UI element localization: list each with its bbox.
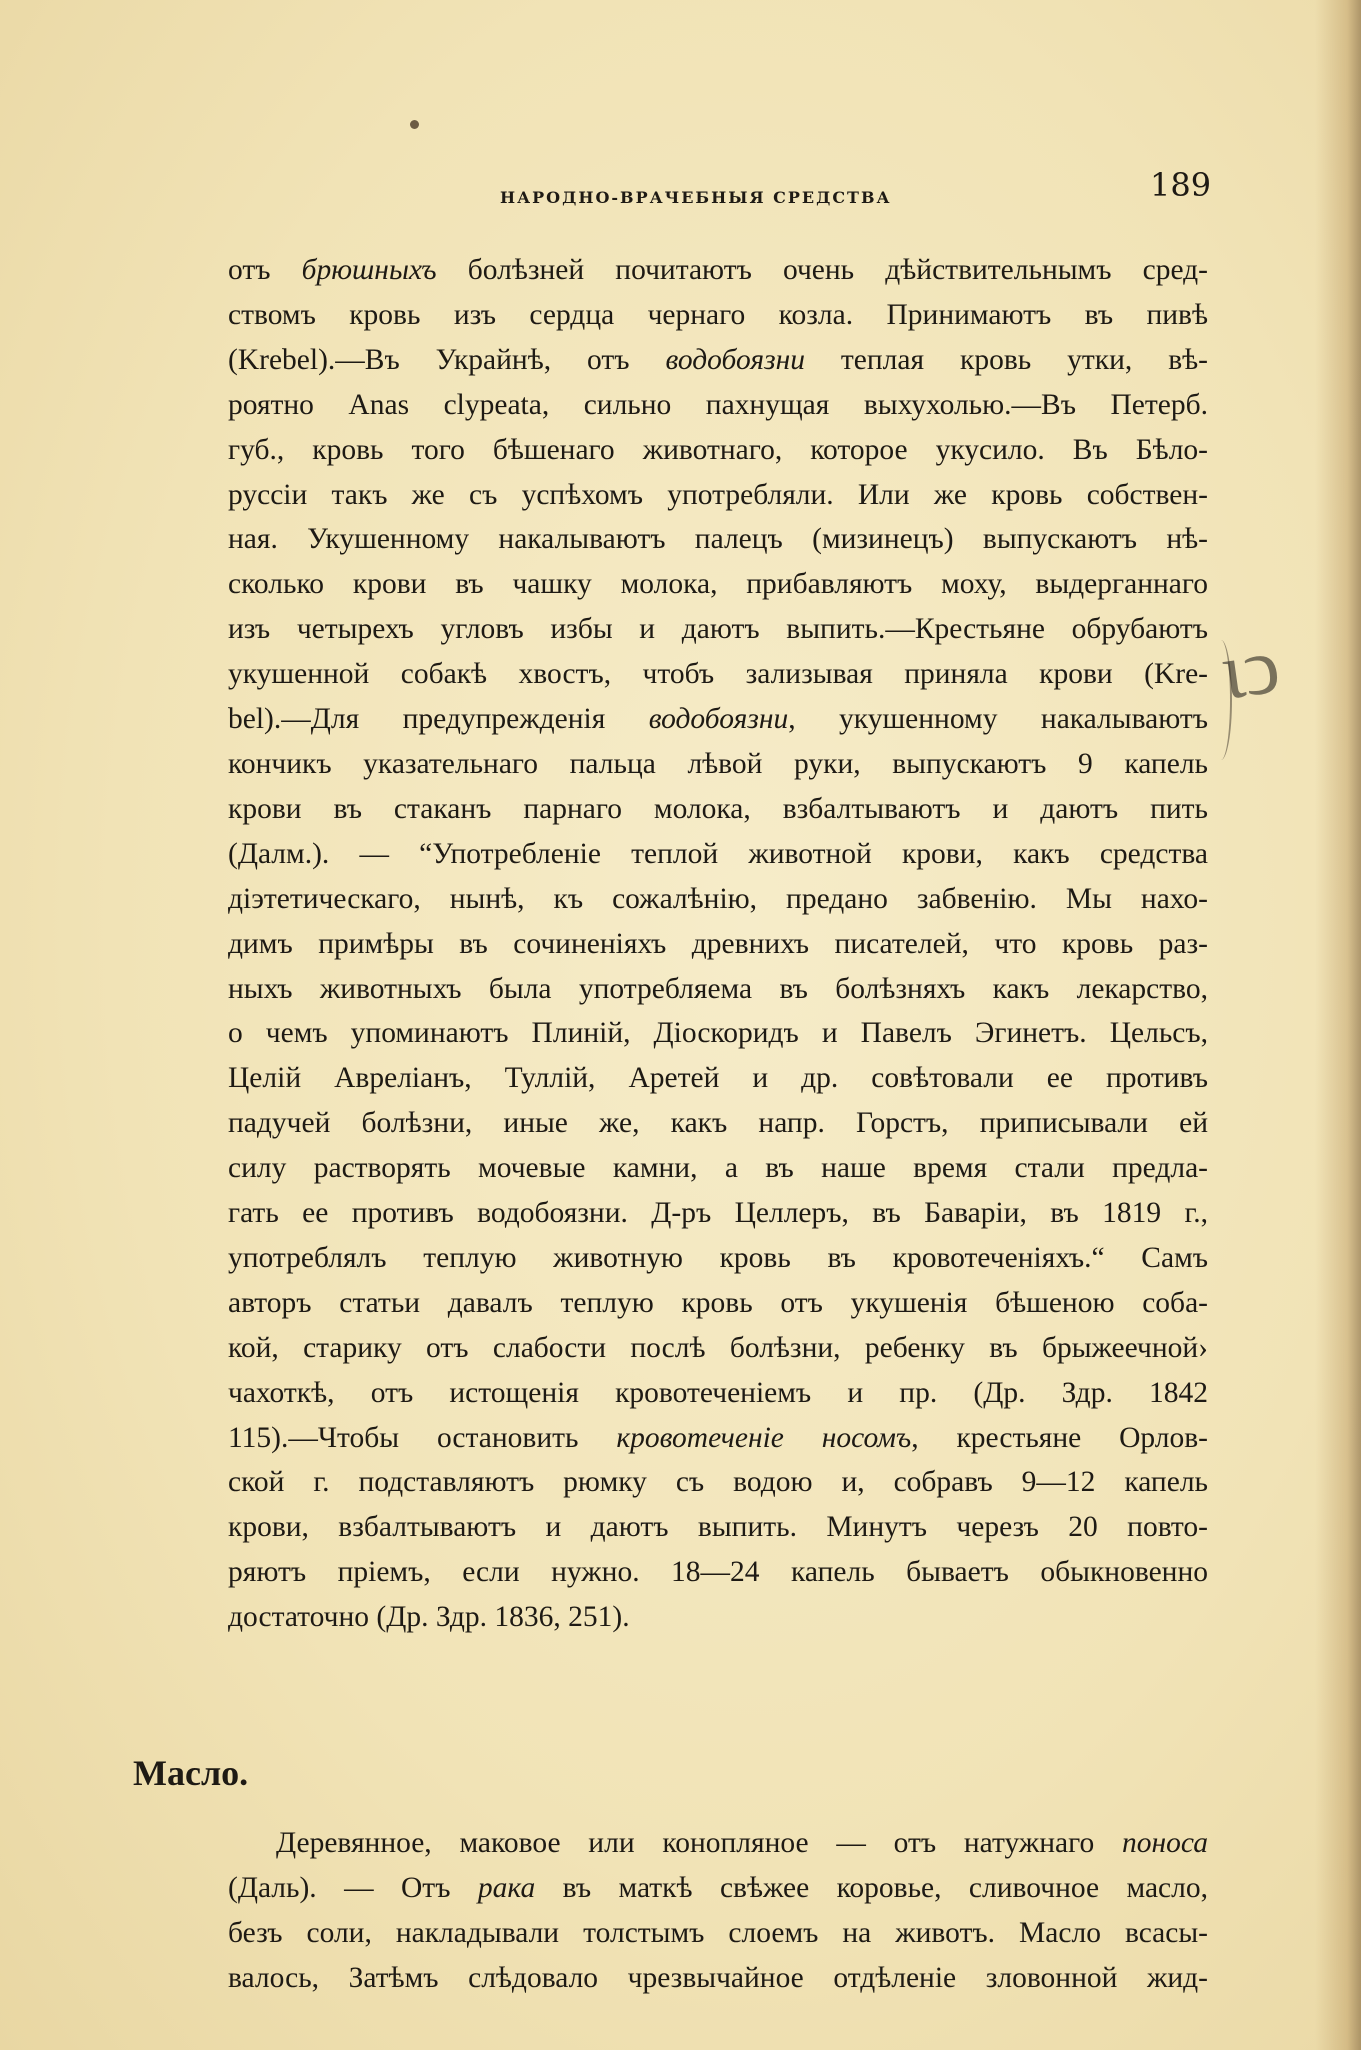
- text-line: ныхъ животныхъ была употребляема въ болѣзняхъ какъ лекарство,: [228, 972, 1208, 1005]
- text-line: кончикъ указательнаго пальца лѣвой руки, выпускаютъ 9 капель: [228, 747, 1208, 780]
- running-head: НАРОДНО-ВРАЧЕБНЫЯ СРЕДСТВА: [500, 188, 892, 207]
- text-line: падучей болѣзни, иные же, какъ напр. Горстъ, приписывали ей: [228, 1107, 1208, 1140]
- page-number: 189: [1150, 166, 1212, 204]
- pencil-margin-note: ɩↄ: [1216, 621, 1285, 717]
- text-line: (Krebel).—Въ Украйнѣ, отъ водобоязни теплая кровь утки, вѣ-: [228, 343, 1208, 376]
- text-line: о чемъ упоминаютъ Плиній, Діоскоридъ и Павелъ Эгинетъ. Цельсъ,: [228, 1017, 1208, 1050]
- text-line: достаточно (Др. Здр. 1836, 251).: [228, 1601, 630, 1634]
- text-line: гать ее противъ водобоязни. Д-ръ Целлеръ, въ Баваріи, въ 1819 г.,: [228, 1197, 1208, 1230]
- text-line: 115).—Чтобы остановить кровотеченіе носомъ, крестьяне Орлов-: [228, 1421, 1208, 1454]
- text-line: ской г. подставляютъ рюмку съ водою и, собравъ 9—12 капель: [228, 1466, 1208, 1499]
- section-heading: Масло.: [133, 1753, 249, 1793]
- text-line: руссіи такъ же съ успѣхомъ употребляли. Или же кровь собствен-: [228, 478, 1208, 511]
- text-line: Целій Авреліанъ, Туллій, Аретей и др. совѣтовали ее противъ: [228, 1062, 1208, 1095]
- text-line: чахоткѣ, отъ истощенія кровотеченіемъ и пр. (Др. Здр. 1842: [228, 1376, 1208, 1409]
- text-line: діэтетическаго, нынѣ, къ сожалѣнію, предано забвенію. Мы нахо-: [228, 882, 1208, 915]
- section-text: [228, 1821, 1208, 2001]
- text-line: крови, взбалтываютъ и даютъ выпить. Минутъ черезъ 20 повто-: [228, 1511, 1208, 1544]
- text-line: ная. Укушенному накалываютъ палецъ (мизинецъ) выпускаютъ нѣ-: [228, 523, 1208, 556]
- text-line: изъ четырехъ угловъ избы и даютъ выпить.—Крестьяне обрубаютъ: [228, 613, 1208, 646]
- text-line: отъ брюшныхъ болѣзней почитаютъ очень дѣйствительнымъ сред-: [228, 254, 1208, 286]
- text-line: ствомъ кровь изъ сердца чернаго козла. Принимаютъ въ пивѣ: [228, 298, 1208, 331]
- text-line: авторъ статьи давалъ теплую кровь отъ укушенія бѣшеною соба-: [228, 1286, 1208, 1319]
- text-line: димъ примѣры въ сочиненіяхъ древнихъ писателей, что кровь раз-: [228, 927, 1208, 960]
- text-line: безъ соли, накладывали толстымъ слоемъ на животъ. Масло всасы-: [228, 1916, 1208, 1949]
- text-line: губ., кровь того бѣшенаго животнаго, которое укусило. Въ Бѣло-: [228, 433, 1208, 466]
- text-line: (Далм.). — “Употребленіе теплой животной крови, какъ средства: [228, 837, 1208, 870]
- text-line: кой, старику отъ слабости послѣ болѣзни, ребенку въ брыжеечной›: [228, 1331, 1208, 1364]
- text-line: Деревянное, маковое или конопляное — отъ натужнаго поноса: [276, 1827, 1208, 1859]
- text-line: ряютъ пріемъ, если нужно. 18—24 капель бываетъ обыкновенно: [228, 1556, 1208, 1589]
- text-line: валось, Затѣмъ слѣдовало чрезвычайное отдѣленіе зловонной жид-: [228, 1961, 1208, 1994]
- text-line: силу растворять мочевые камни, а въ наше время стали предла-: [228, 1152, 1208, 1185]
- page-edge-shadow: [1315, 0, 1361, 2050]
- text-line: крови въ стаканъ парнаго молока, взбалтываютъ и даютъ пить: [228, 792, 1208, 825]
- text-line: роятно Anas clypeata, сильно пахнущая выхухолью.—Въ Петерб.: [228, 388, 1208, 421]
- text-line: сколько крови въ чашку молока, прибавляютъ моху, выдерганнаго: [228, 568, 1208, 601]
- text-line: bel).—Для предупрежденія водобоязни, укушенному накалываютъ: [228, 703, 1208, 736]
- body-text: [228, 248, 1208, 1640]
- ink-dot: [410, 120, 419, 129]
- text-line: употреблялъ теплую животную кровь въ кровотеченіяхъ.“ Самъ: [228, 1241, 1208, 1274]
- text-line: укушенной собакѣ хвостъ, чтобъ зализывая приняла крови (Kre-: [228, 658, 1208, 691]
- text-line: (Даль). — Отъ рака въ маткѣ свѣжее коровье, сливочное масло,: [228, 1871, 1208, 1904]
